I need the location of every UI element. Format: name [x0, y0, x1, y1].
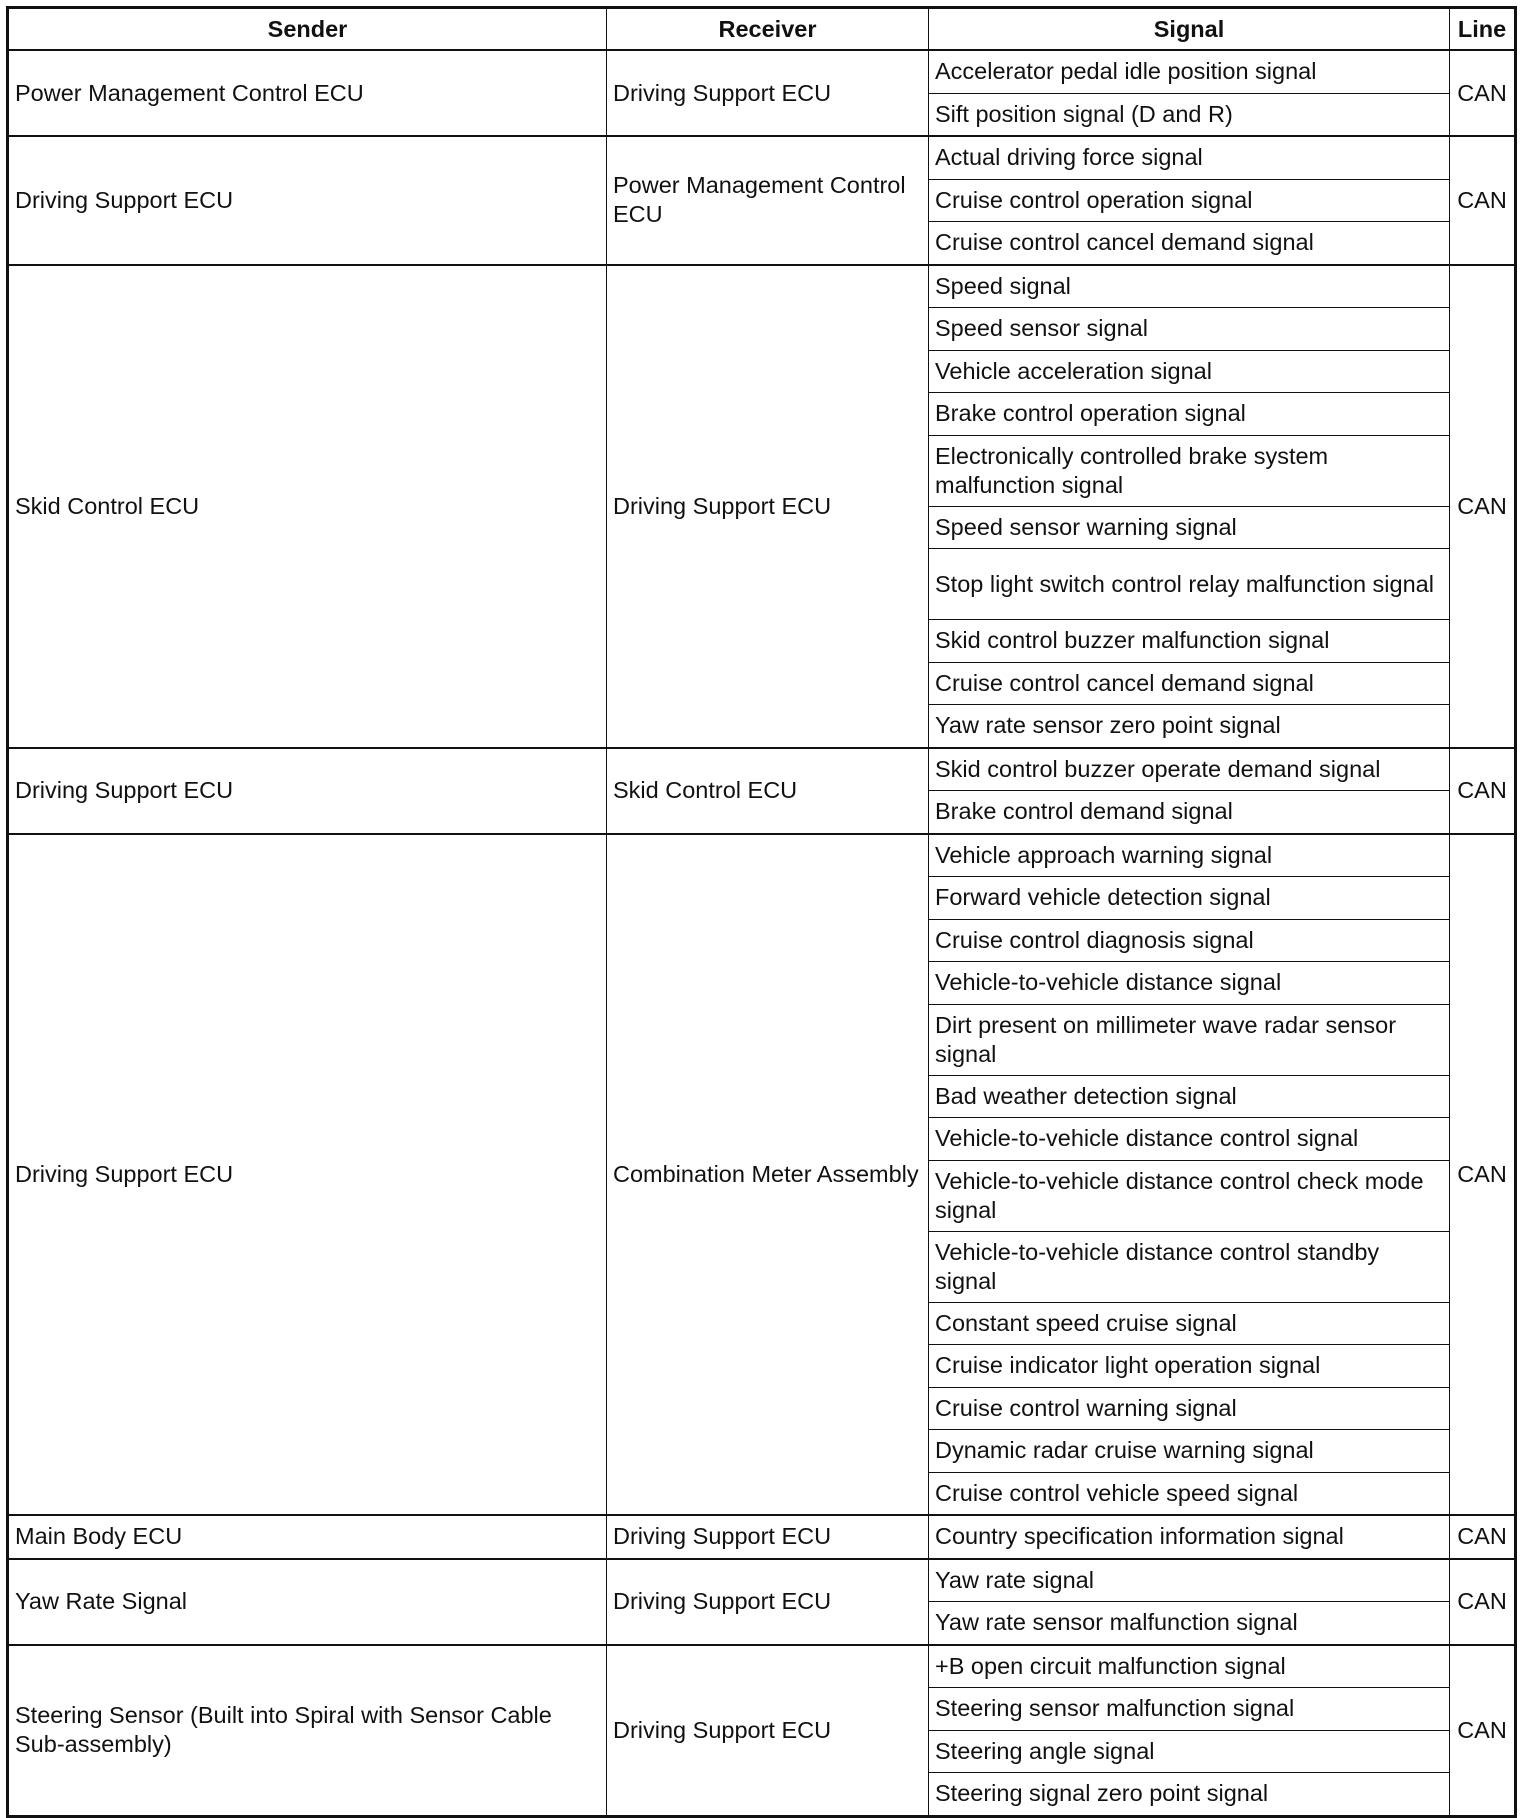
- receiver-cell: Driving Support ECU: [607, 265, 929, 748]
- signal-cell: Cruise control operation signal: [929, 179, 1450, 222]
- signal-cell: Cruise control warning signal: [929, 1387, 1450, 1430]
- signal-cell: Vehicle-to-vehicle distance signal: [929, 962, 1450, 1005]
- sender-cell: Driving Support ECU: [8, 748, 607, 834]
- sender-cell: Main Body ECU: [8, 1515, 607, 1559]
- signal-cell: Yaw rate signal: [929, 1559, 1450, 1602]
- signal-cell: Vehicle-to-vehicle distance control signal: [929, 1118, 1450, 1161]
- line-cell: CAN: [1450, 136, 1516, 265]
- signal-cell: Bad weather detection signal: [929, 1075, 1450, 1118]
- signal-cell: Constant speed cruise signal: [929, 1302, 1450, 1345]
- receiver-cell: Driving Support ECU: [607, 1645, 929, 1817]
- receiver-cell: Combination Meter Assembly: [607, 834, 929, 1516]
- table-row: [8, 834, 1516, 877]
- sender-cell: Power Management Control ECU: [8, 50, 607, 136]
- header-row: [8, 8, 1516, 51]
- header-signal: Signal: [929, 8, 1450, 51]
- signal-cell: Cruise control cancel demand signal: [929, 662, 1450, 705]
- signal-cell: Sift position signal (D and R): [929, 93, 1450, 136]
- receiver-cell: Driving Support ECU: [607, 1559, 929, 1645]
- signal-cell: Brake control operation signal: [929, 393, 1450, 436]
- signal-cell: Cruise control vehicle speed signal: [929, 1472, 1450, 1515]
- signal-cell: Cruise control cancel demand signal: [929, 222, 1450, 265]
- signal-cell: Cruise indicator light operation signal: [929, 1345, 1450, 1388]
- signal-cell: Steering sensor malfunction signal: [929, 1688, 1450, 1731]
- header-line: Line: [1450, 8, 1516, 51]
- table-row: [8, 1515, 1516, 1559]
- signal-cell: Skid control buzzer malfunction signal: [929, 620, 1450, 663]
- header-receiver: Receiver: [607, 8, 929, 51]
- signal-cell: Steering signal zero point signal: [929, 1773, 1450, 1817]
- sender-cell: Driving Support ECU: [8, 834, 607, 1516]
- signal-cell: Skid control buzzer operate demand signal: [929, 748, 1450, 791]
- signal-cell: Actual driving force signal: [929, 136, 1450, 179]
- table-row: [8, 1559, 1516, 1602]
- signal-cell: Speed sensor signal: [929, 308, 1450, 351]
- signal-cell: Vehicle-to-vehicle distance control check mode signal: [929, 1160, 1450, 1231]
- table-header: [8, 8, 1516, 51]
- signal-cell: Yaw rate sensor malfunction signal: [929, 1602, 1450, 1645]
- signal-cell: Dynamic radar cruise warning signal: [929, 1430, 1450, 1473]
- signal-cell: Steering angle signal: [929, 1730, 1450, 1773]
- signal-cell: Vehicle-to-vehicle distance control standby signal: [929, 1231, 1450, 1302]
- table-body: [8, 50, 1516, 1816]
- signal-cell: Vehicle acceleration signal: [929, 350, 1450, 393]
- signal-cell: Vehicle approach warning signal: [929, 834, 1450, 877]
- line-cell: CAN: [1450, 265, 1516, 748]
- table-row: [8, 748, 1516, 791]
- sender-cell: Steering Sensor (Built into Spiral with Sensor Cable Sub-assembly): [8, 1645, 607, 1817]
- can-signal-table: [6, 6, 1517, 1818]
- receiver-cell: Driving Support ECU: [607, 50, 929, 136]
- signal-cell: Electronically controlled brake system malfunction signal: [929, 435, 1450, 506]
- signal-cell: Yaw rate sensor zero point signal: [929, 705, 1450, 748]
- receiver-cell: Driving Support ECU: [607, 1515, 929, 1559]
- sender-cell: Skid Control ECU: [8, 265, 607, 748]
- line-cell: CAN: [1450, 748, 1516, 834]
- line-cell: CAN: [1450, 1645, 1516, 1817]
- signal-cell: +B open circuit malfunction signal: [929, 1645, 1450, 1688]
- receiver-cell: Power Management Control ECU: [607, 136, 929, 265]
- signal-cell: Accelerator pedal idle position signal: [929, 50, 1450, 93]
- line-cell: CAN: [1450, 1515, 1516, 1559]
- header-sender: Sender: [8, 8, 607, 51]
- table-row: [8, 265, 1516, 308]
- line-cell: CAN: [1450, 834, 1516, 1516]
- signal-cell: Speed sensor warning signal: [929, 506, 1450, 549]
- signal-cell: Dirt present on millimeter wave radar sensor signal: [929, 1004, 1450, 1075]
- signal-cell: Stop light switch control relay malfunction signal: [929, 549, 1450, 620]
- signal-cell: Cruise control diagnosis signal: [929, 919, 1450, 962]
- sender-cell: Yaw Rate Signal: [8, 1559, 607, 1645]
- sender-cell: Driving Support ECU: [8, 136, 607, 265]
- table-row: [8, 136, 1516, 179]
- can-signal-table-container: [6, 6, 1517, 1818]
- receiver-cell: Skid Control ECU: [607, 748, 929, 834]
- signal-cell: Brake control demand signal: [929, 791, 1450, 834]
- signal-cell: Country specification information signal: [929, 1515, 1450, 1559]
- table-row: [8, 50, 1516, 93]
- signal-cell: Speed signal: [929, 265, 1450, 308]
- signal-cell: Forward vehicle detection signal: [929, 877, 1450, 920]
- line-cell: CAN: [1450, 1559, 1516, 1645]
- table-row: [8, 1645, 1516, 1688]
- line-cell: CAN: [1450, 50, 1516, 136]
